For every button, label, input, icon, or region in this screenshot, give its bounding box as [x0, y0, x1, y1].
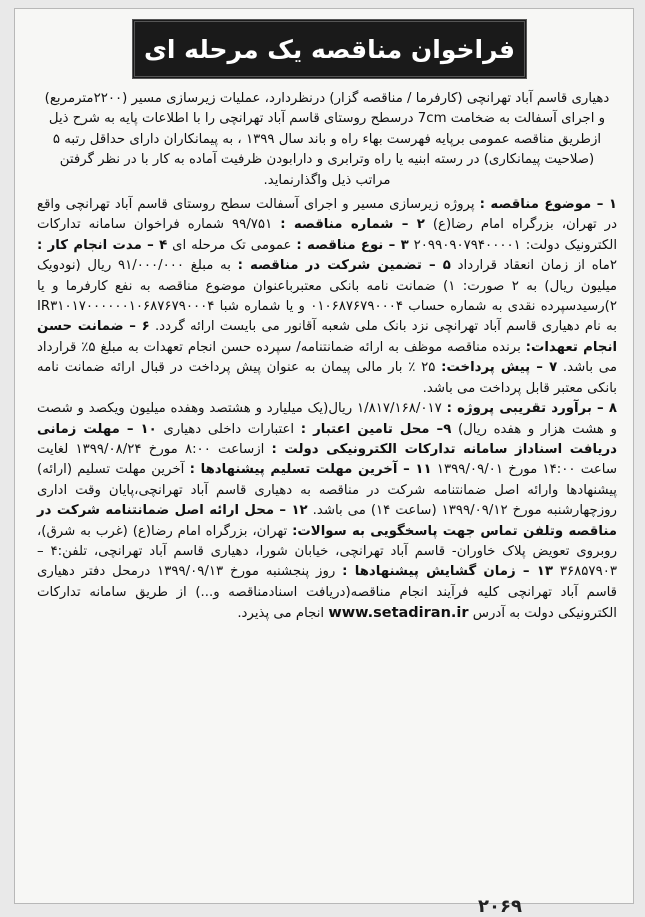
title-banner [132, 19, 527, 79]
handwritten-mark: ۲۰۶۹ [478, 896, 522, 917]
opening-text: روز پنجشنبه مورخ ۱۳۹۹/۰۹/۱۳ درمحل دفتر دهیاری قاسم آباد تهرانچی کلیه فرآیند انجام مناقصه(دریافت اسنادمناقصه و...) از طریق سامانه تدارکات الکترونیکی دولت به آدرس [37, 564, 617, 622]
tender-number-label: ۲ – شماره مناقصه : [280, 217, 425, 233]
tender-type-text: عمومی تک مرحله ای [167, 237, 297, 253]
submission-deadline-text: آخرین مهلت تسلیم (ارائه) پیشنهادها وارائه اصل ضمانتنامه شرکت در مناقصه به دهیاری قاسم آباد تهرانچی،پایان وقت اداری روزچهارشنبه مورخ ۱۳۹۹/۰۹/۱۲ (ساعت ۱۴) می باشد. [37, 462, 617, 519]
contact-label: ۱۲ – محل ارائه اصل ضمانتنامه شرکت در مناقصه وتلفن تماس جهت پاسخگویی به سوالات: [37, 503, 617, 539]
announcement-paper [14, 8, 634, 904]
prepayment-text: ۲۵ ٪ بار مالی پیمان به عنوان پیش پرداخت در قبال ارائه ضمانت نامه بانکی معتبر قابل پرداخت می باشد. [37, 360, 617, 396]
announcement-body [37, 89, 617, 625]
subject-label: ۱ – موضوع مناقصه : [479, 197, 617, 213]
intro-paragraph: دهیاری قاسم آباد تهرانچی (کارفرما / مناقصه گزار) درنظردارد، عملیات زیرسازی مسیر (۲۲۰۰مترمربع) و اجرای آسفالت به ضخامت 7cm درسطح روستای قاسم آباد تهرانچی را با اطلاعات پایه به شرح ذیل ازطریق مناقصه عمومی برپایه فهرست بهاء راه و باند سال ۱۳۹۹ ، به پیمانکاران دارای حداقل رتبه ۵ (صلاحیت پیمانکاری) در رسته ابنیه یا راه وترابری و دارابودن ظرفیت آماده به کار با در نظر گرفتن مراتب ذیل واگذارنماید. [44, 91, 610, 188]
page-title: فراخوان مناقصه یک مرحله ای [143, 34, 516, 64]
performance-label: ۶ – ضمانت حسن انجام تعهدات: [37, 319, 618, 355]
duration-label: ۴ – مدت انجام کار : [37, 237, 168, 253]
prepayment-label: ۷ – پیش پرداخت: [441, 360, 558, 376]
estimate-text: ۱/۸۱۷/۱۶۸/۰۱۷ ریال(یک میلیارد و هشتصد وهفده میلیون ویکصد و شصت و هشت هزار و هفده ریال) [37, 401, 617, 437]
submission-deadline-label: ۱۱ – آخرین مهلت تسلیم پیشنهادها : [189, 462, 432, 478]
funding-label: ۹– محل تامین اعتبار : [300, 421, 452, 437]
guarantee-text: به مبلغ ۹۱/۰۰۰/۰۰۰ ریال (نودویک میلیون ریال) به ۲ صورت: ۱) ضمانت نامه بانکی معتبرباعنوان موضوع مناقصه به نفع کارفرما و یا ۲)رسیدسپرده نقدی به شماره حساب ۰۱۰۶۸۷۶۷۹۰۰۰۴ و یا شماره شبا IR۳۱۰۱۷۰۰۰۰۰۰۱۰۶۸۷۶۷۹۰۰۰۴ به نام دهیاری قاسم آباد تهرانچی نزد بانک ملی شعبه آقانور می بایست ارائه گردد. [37, 258, 617, 335]
tender-type-label: ۳ – نوع مناقصه : [296, 237, 409, 253]
tender-details-continued [37, 399, 617, 624]
closing-text: انجام می پذیرد. [237, 606, 329, 622]
documents-deadline-label: ۱۰ – مهلت زمانی دریافت اسناداز سامانه تدارکات الکترونیکی دولت : [37, 421, 617, 457]
tender-number-text: ۹۹/۷۵۱ شماره فراخوان سامانه تدارکات الکترونیک دولت: ۲۰۹۹۰۹۰۷۹۴۰۰۰۰۱ [37, 217, 618, 253]
subject-text: پروژه زیرسازی مسیر و اجرای آسفالت سطح روستای قاسم آباد تهرانچی واقع در تهران، بزرگراه امام رضا(ع) [37, 197, 617, 233]
documents-deadline-text: ازساعت ۸:۰۰ مورخ ۱۳۹۹/۰۸/۲۴ لغایت ساعت ۱۴:۰۰ مورخ ۱۳۹۹/۰۹/۰۱ [37, 441, 617, 478]
performance-text: برنده مناقصه موظف به ارائه ضمانتنامه/ سپرده حسن انجام تعهدات به مبلغ ۵٪ قرارداد می باشد. [37, 339, 617, 376]
website-link[interactable]: www.setadiran.ir [328, 605, 469, 622]
opening-label: ۱۳ – زمان گشایش پیشنهادها : [342, 564, 554, 580]
funding-text: اعتبارات داخلی دهیاری [156, 421, 301, 437]
guarantee-label: ۵ – تضمین شرکت در مناقصه : [237, 258, 451, 274]
tender-details [37, 195, 617, 399]
duration-text: ۲ماه از زمان انعقاد قرارداد [450, 258, 617, 274]
estimate-label: ۸ – برآورد تقریبی پروژه : [446, 401, 617, 417]
contact-text: تهران، بزرگراه امام رضا(ع) (غرب به شرق)، روبروی تعویض پلاک خاوران- قاسم آباد تهرانچی، خیابان شورا، دهیاری قاسم آباد تهرانچی، تلفن:۴ – ۳۶۸۵۷۹۰۳ [37, 523, 617, 580]
